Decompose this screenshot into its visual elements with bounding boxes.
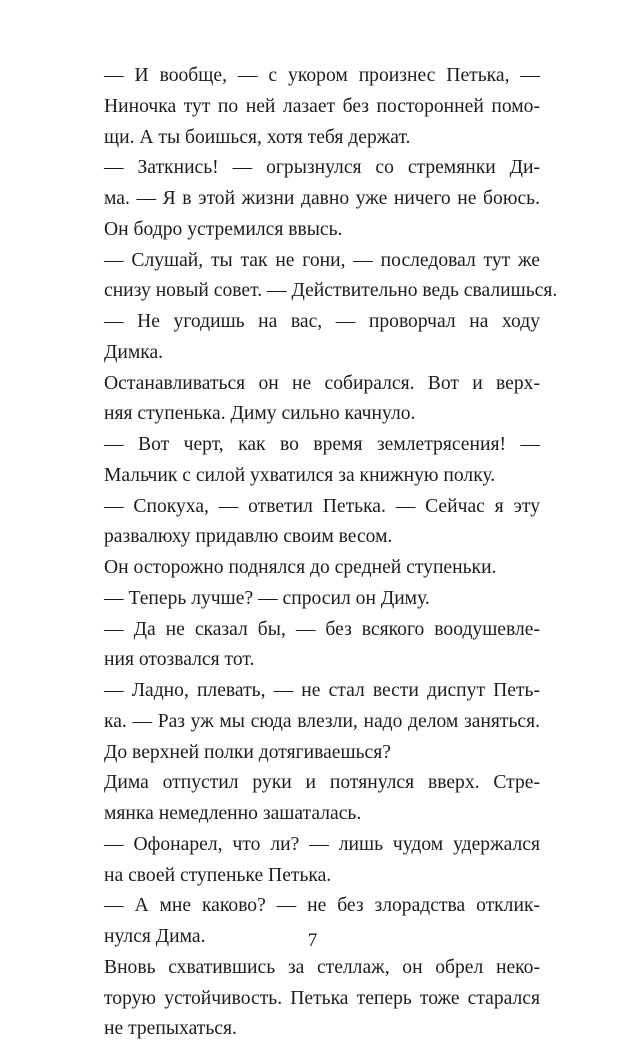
text-line: — Ладно, плевать, — не стал вести диспут Петь- bbox=[104, 680, 540, 701]
text-line: нулся Дима. bbox=[104, 926, 206, 947]
text-line: торую устойчивость. Петька теперь тоже старался bbox=[104, 987, 540, 1009]
text-line: Мальчик с силой ухватился за книжную полку. bbox=[104, 464, 496, 486]
text-line: — Спокуха, — ответил Петька. — Сейчас я эту bbox=[104, 495, 540, 517]
text-line: ма. — Я в этой жизни давно уже ничего не боюсь. bbox=[104, 188, 540, 209]
text-line: — Вот черт, как во время землетрясения! — bbox=[104, 434, 540, 455]
text-line: няя ступенька. Диму сильно качнуло. bbox=[104, 403, 416, 425]
text-line: на своей ступеньке Петька. bbox=[104, 864, 332, 886]
text-line: ка. — Раз уж мы сюда влезли, надо делом заняться. bbox=[104, 710, 540, 732]
text-line: снизу новый совет. — Действительно ведь свалишься. bbox=[104, 280, 558, 302]
text-line: мянка немедленно зашаталась. bbox=[104, 803, 362, 824]
text-line: Останавливаться он не собирался. Вот и верх- bbox=[104, 372, 540, 394]
text-line: Димка. bbox=[104, 341, 164, 363]
text-line: — Теперь лучше? — спросил он Диму. bbox=[104, 587, 430, 609]
text-line: Он осторожно поднялся до средней ступеньки. bbox=[104, 557, 497, 578]
text-line: — Не угодишь на вас, — проворчал на ходу bbox=[104, 311, 540, 332]
text-line: ния отозвался тот. bbox=[104, 649, 255, 671]
text-line: До верхней полки дотягиваешься? bbox=[104, 741, 391, 763]
text-line: Он бодро устремился ввысь. bbox=[104, 218, 343, 240]
text-line: не трепыхаться. bbox=[104, 1018, 237, 1040]
body-text bbox=[104, 61, 558, 1045]
text-line: — А мне каково? — не без злорадства отклик- bbox=[104, 895, 540, 917]
page-number: 7 bbox=[307, 930, 318, 951]
text-line: развалюху придавлю своим весом. bbox=[104, 526, 393, 548]
text-line: Ниночка тут по ней лазает без посторонней помо- bbox=[104, 95, 540, 117]
text-line: — Слушай, ты так не гони, — последовал тут же bbox=[104, 249, 540, 271]
text-line: — Заткнись! — огрызнулся со стремянки Ди- bbox=[104, 157, 540, 179]
text-line: — Да не сказал бы, — без всякого воодушевле- bbox=[104, 618, 540, 640]
text-line: щи. А ты боишься, хотя тебя держат. bbox=[104, 126, 411, 148]
text-line: — Офонарел, что ли? — лишь чудом удержался bbox=[104, 833, 540, 855]
text-line: Вновь схватившись за стеллаж, он обрел неко- bbox=[104, 956, 540, 978]
text-line: Дима отпустил руки и потянулся вверх. Стре- bbox=[104, 772, 540, 794]
text-line: — И вообще, — с укором произнес Петька, — bbox=[104, 65, 540, 86]
